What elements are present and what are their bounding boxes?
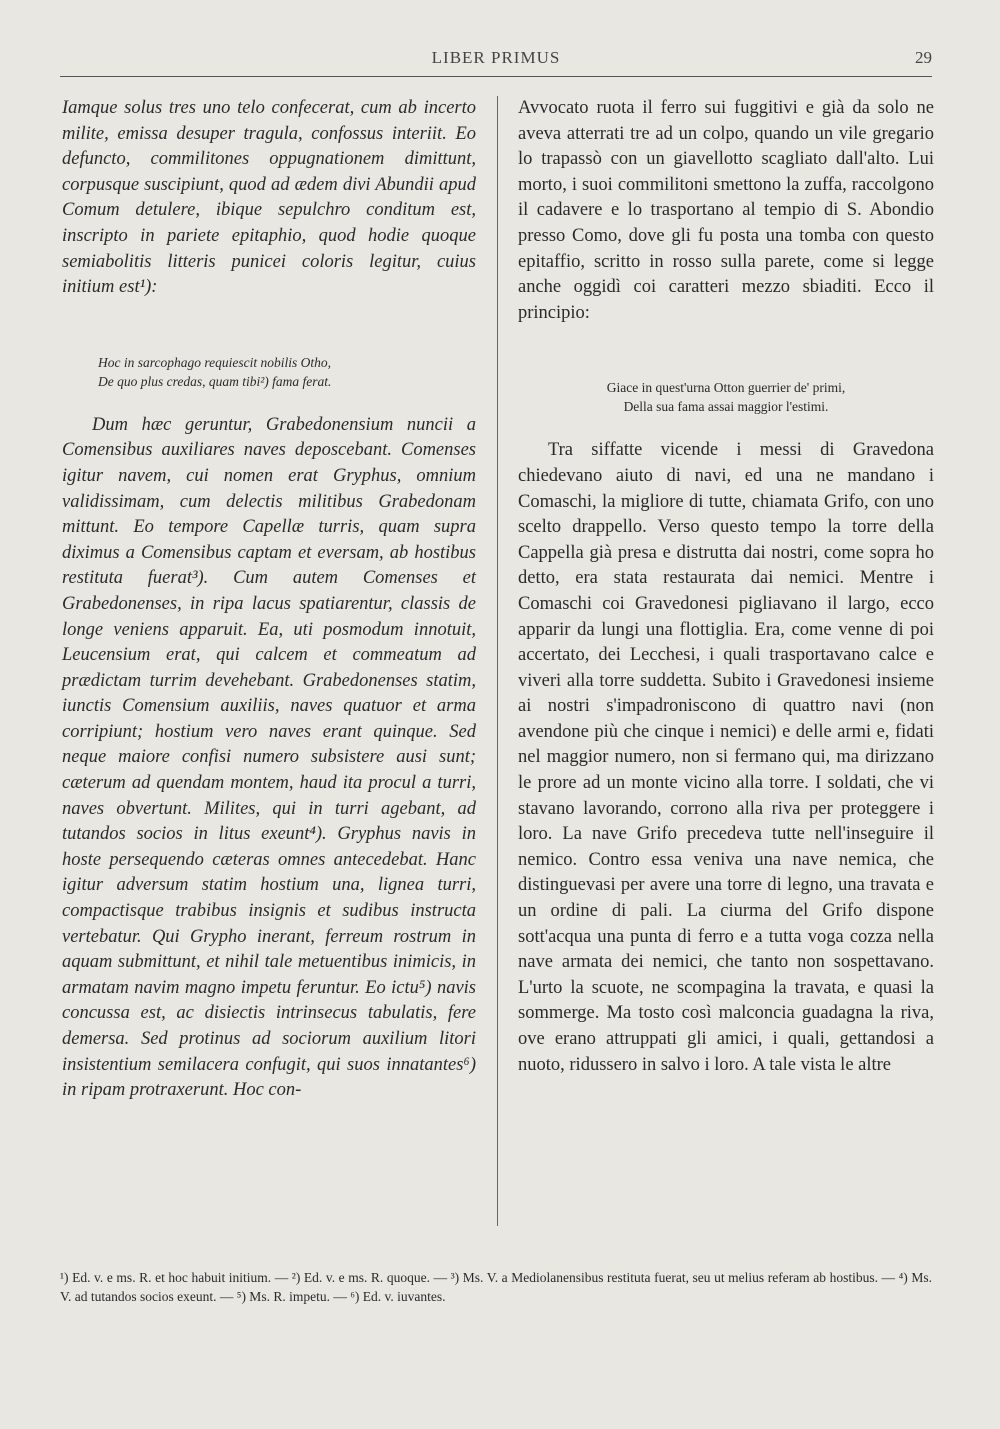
page-number: 29	[915, 48, 932, 67]
running-header	[60, 46, 932, 77]
running-title: LIBER PRIMUS	[431, 48, 561, 67]
italian-epitaph	[518, 378, 934, 416]
latin-paragraph-1: Iamque solus tres uno telo confecerat, cum ab incerto milite, emissa desuper tragula, confossus interiit. Eo defuncto, commilitones oppugnationem dimittunt, corpusque suscipiunt, quod ad ædem divi Abundii apud Comum detulere, ibique sepulchro conditum est, inscripto in pariete epitaphio, quod hodie quoque semiabolitis litteris punicei coloris legitur, cuius initium est¹):	[62, 98, 476, 298]
latin-epitaph	[62, 353, 476, 391]
latin-epitaph-line-1: Hoc in sarcophago requiescit nobilis Otho,	[98, 354, 331, 370]
latin-epitaph-line-2: De quo plus credas, quam tibi²) fama ferat.	[98, 373, 332, 389]
latin-paragraph-2: Dum hæc geruntur, Grabedonensium nuncii a Comensibus auxiliares naves deposcebant. Comenses igitur navem, cui nomen erat Gryphus, omnium validissimam, cum delectis militibus Grabedonam mittunt. Eo tempore Capellæ turris, quam supra diximus a Comensibus captam et eversam, ab hostibus restituta fuerat³). Cum autem Comenses et Grabedonenses, in ripa lacus spatiarentur, classis de longe veniens apparuit. Ea, uti posmodum innotuit, Leucensium erat, qui calcem et commeatum ad prædictam turrim devehebant. Grabedonenses statim, iunctis Comensium auxiliis, naves quatuor et arma corripiunt; hostium vero naves erant quinque. Sed neque maiore confisi numero subsistere ausi sunt; cæterum ad quendam montem, haud ita procul a turri, naves obvertunt. Milites, qui in turri agebant, ad tutandos socios in litus exeunt⁴). Gryphus navis in hoste persequendo cæteras omnes antecedebat. Hanc igitur adversum statim hostium una, lignea turri, compactisque trabibus insignis et sudibus instructa vertebatur. Qui Grypho inerant, ferreum rostrum in aquam submittunt, et nihil tale metuentibus inimicis, in armatam navim magno impetu feruntur. Eo ictu⁵) navis concussa est, ac disiectis intrinsecus tabulatis, fere demersa. Sed protinus ad sociorum auxilium litori insistentium semilacera confugit, qui suos innatantes⁶) in ripam protraxerunt. Hoc con-	[62, 414, 476, 1101]
column-divider	[497, 96, 498, 1226]
italian-paragraph-1: Avvocato ruota il ferro sui fuggitivi e già da solo ne aveva atterrati tre ad un colpo, quando un vile gregario lo trapassò con un giavellotto scagliato dall'alto. Lui morto, i suoi commilitoni smettono la zuffa, raccolgono il cadavere e lo trasportano al tempio di S. Abondio presso Como, dove gli fu posta una tomba con questo epitaffio, scritto in rosso sulla parete, come si legge anche oggidì coi caratteri mezzo sbiaditi. Ecco il principio:	[518, 98, 934, 323]
italian-epitaph-line-2: Della sua fama assai maggior l'estimi.	[623, 399, 829, 415]
italian-paragraph-2: Tra siffatte vicende i messi di Gravedona chiedevano aiuto di navi, ed una ne mandano i Comaschi, la migliore di tutte, chiamata Grifo, con uno scelto drappello. Verso questo tempo la torre della Cappella già presa e distrutta dai nostri, come sopra ho detto, era stata restaurata dai nemici. Mentre i Comaschi coi Gravedonesi pigliavano il largo, ecco apparir da lungi una flottiglia. Era, come venne di poi accertato, dei Lecchesi, i quali trasportavano calce e viveri alla torre suddetta. Subito i Gravedonesi insieme ai nostri s'impadroniscono di quattro navi (non avendone più che cinque i nemici) e delle armi e, fidati nel maggior numero, non si fermano qui, ma dirizzano le prore ad un monte vicino alla torre. I soldati, che vi stavano lavorando, corrono alla riva per proteggere i loro. La nave Grifo precedeva tutte nell'inseguire il nemico. Contro essa veniva una nave nemica, che distinguevasi per avere una torre di legno, una travata e un ordine di pali. La ciurma del Grifo dispone sott'acqua una punta di ferro e a tutta voga cozza nella nave armata dei nemici, che tanto non sospettavano. L'urto la scuote, ne scompagina la travata, e quasi la sommerge. Ma tosto così malconcia guadagna la riva, ove erano attruppati gli amici, i quali, gettandosi a nuoto, ridussero in salvo i loro. A tale vista le altre	[518, 440, 934, 1075]
italian-column	[518, 96, 934, 1078]
latin-column	[62, 96, 476, 1104]
footnotes: ¹) Ed. v. e ms. R. et hoc habuit initium. — ²) Ed. v. e ms. R. quoque. — ³) Ms. V. a Mediolanensibus restituta fuerat, seu ut melius referam ab hostibus. — ⁴) Ms. V. ad tutandos socios exeunt. — ⁵) Ms. R. impetu. — ⁶) Ed. v. iuvantes.	[60, 1270, 932, 1304]
italian-epitaph-line-1: Giace in quest'urna Otton guerrier de' primi,	[606, 380, 846, 396]
